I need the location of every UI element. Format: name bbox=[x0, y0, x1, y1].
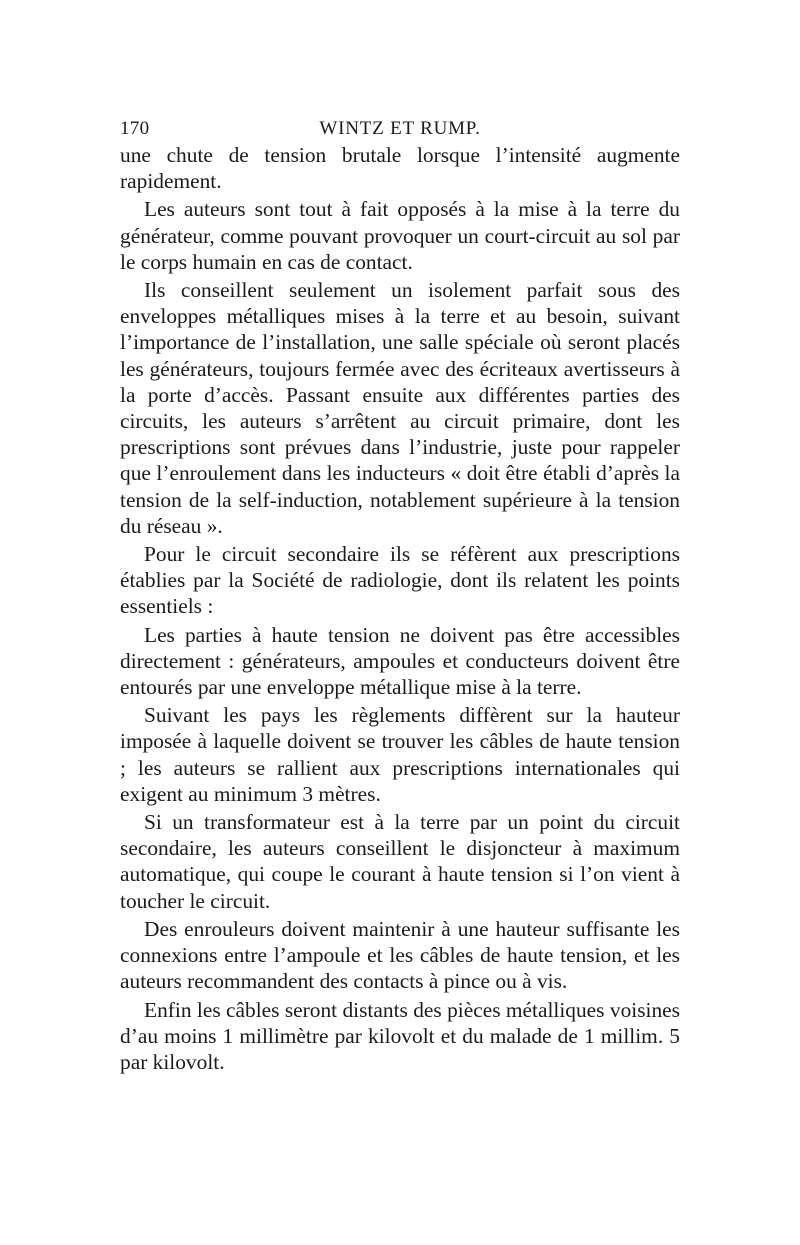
paragraph-5: Les parties à haute tension ne doivent pas être accessibles directement : générateurs, ampoules et conducteurs doivent être entourés par une enveloppe métallique mise à la terre. bbox=[120, 622, 680, 700]
running-title: WINTZ ET RUMP. bbox=[319, 118, 481, 139]
paragraph-9: Enfin les câbles seront distants des pièces métalliques voisines d’au moins 1 millimètre par kilovolt et du malade de 1 millim. 5 par kilovolt. bbox=[120, 997, 680, 1074]
book-page bbox=[120, 112, 680, 1075]
page-number: 170 bbox=[120, 118, 150, 139]
running-head bbox=[120, 112, 680, 142]
paragraph-1: une chute de tension brutale lorsque l’intensité augmente rapidement. bbox=[120, 143, 680, 194]
body-text bbox=[120, 142, 680, 1075]
paragraph-2: Les auteurs sont tout à fait opposés à la mise à la terre du générateur, comme pouvant provoquer un court-circuit au sol par le corps humain en cas de contact. bbox=[120, 197, 680, 274]
paragraph-3: Ils conseillent seulement un isolement parfait sous des enveloppes métalliques mises à la terre et au besoin, suivant l’importance de l’installation, une salle spéciale où seront placés les générateurs, toujours fermée avec des écriteaux avertisseurs à la porte d’accès. Passant ensuite aux différentes parties des circuits, les auteurs s’arrêtent au circuit primaire, dont les prescriptions sont prévues dans l’industrie, juste pour rappeler que l’enroulement dans les inducteurs « doit être établi d’après la tension de la self-induction, notablement supérieure à la tension du réseau ». bbox=[120, 278, 680, 538]
paragraph-8: Des enrouleurs doivent maintenir à une hauteur suffisante les connexions entre l’ampoule et les câbles de haute tension, et les auteurs recommandent des contacts à pince ou à vis. bbox=[120, 916, 680, 994]
paragraph-6: Suivant les pays les règlements diffèrent sur la hauteur imposée à laquelle doivent se trouver les câbles de haute tension ; les auteurs se rallient aux prescriptions internationales qui exigent au minimum 3 mètres. bbox=[120, 703, 680, 806]
paragraph-4: Pour le circuit secondaire ils se réfèrent aux prescriptions établies par la Société de radiologie, dont ils relatent les points essentiels : bbox=[120, 542, 680, 619]
paragraph-7: Si un transformateur est à la terre par un point du circuit secondaire, les auteurs conseillent le disjoncteur à maximum automatique, qui coupe le courant à haute tension si l’on vient à toucher le circuit. bbox=[120, 810, 680, 913]
